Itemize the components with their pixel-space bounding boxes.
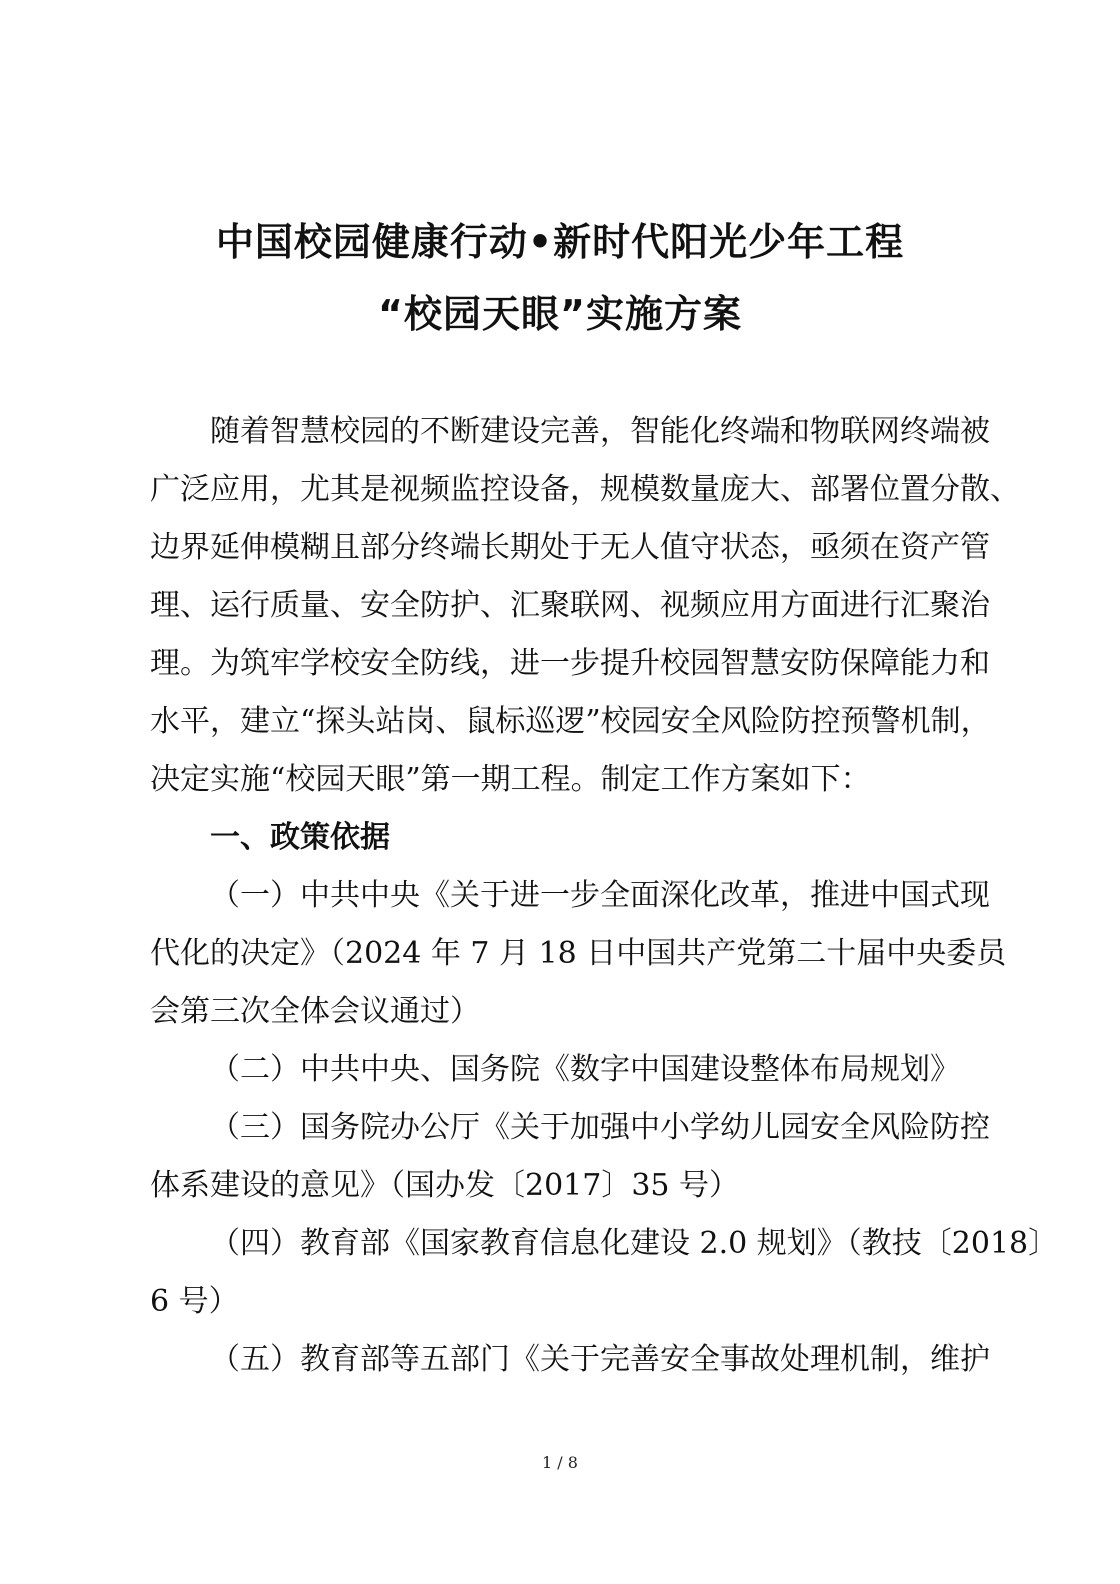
policy-line-5: （三）国务院办公厅《关于加强中小学幼儿园安全风险防控 <box>210 1110 990 1145</box>
document-title-line-1: 中国校园健康行动•新时代阳光少年工程 <box>215 220 905 264</box>
policy-line-9: （五）教育部等五部门《关于完善安全事故处理机制，维护 <box>210 1342 990 1377</box>
intro-line-7: 决定实施“校园天眼”第一期工程。制定工作方案如下： <box>150 762 871 797</box>
document-title-line-2: “校园天眼”实施方案 <box>378 292 742 336</box>
intro-line-6: 水平，建立“探头站岗、鼠标巡逻”校园安全风险防控预警机制， <box>150 704 991 739</box>
policy-line-6: 体系建设的意见》（国办发〔2017〕35 号） <box>150 1168 740 1203</box>
policy-line-4: （二）中共中央、国务院《数字中国建设整体布局规划》 <box>210 1052 960 1087</box>
intro-line-5: 理。为筑牢学校安全防线，进一步提升校园智慧安防保障能力和 <box>150 646 990 681</box>
intro-line-3: 边界延伸模糊且部分终端长期处于无人值守状态，亟须在资产管 <box>150 530 990 565</box>
page-number: 1 / 8 <box>542 1453 578 1472</box>
policy-line-2: 代化的决定》（2024 年 7 月 18 日中国共产党第二十届中央委员 <box>150 936 1007 971</box>
policy-line-3: 会第三次全体会议通过） <box>150 994 480 1029</box>
policy-line-7: （四）教育部《国家教育信息化建设 2.0 规划》（教技〔2018〕 <box>210 1226 1059 1261</box>
intro-line-4: 理、运行质量、安全防护、汇聚联网、视频应用方面进行汇聚治 <box>150 588 990 623</box>
section-heading-policy-basis: 一、政策依据 <box>210 820 390 855</box>
policy-line-1: （一）中共中央《关于进一步全面深化改革，推进中国式现 <box>210 878 990 913</box>
intro-line-2: 广泛应用，尤其是视频监控设备，规模数量庞大、部署位置分散、 <box>150 472 1020 507</box>
policy-line-8: 6 号） <box>150 1284 239 1319</box>
intro-line-1: 随着智慧校园的不断建设完善，智能化终端和物联网终端被 <box>210 414 990 449</box>
